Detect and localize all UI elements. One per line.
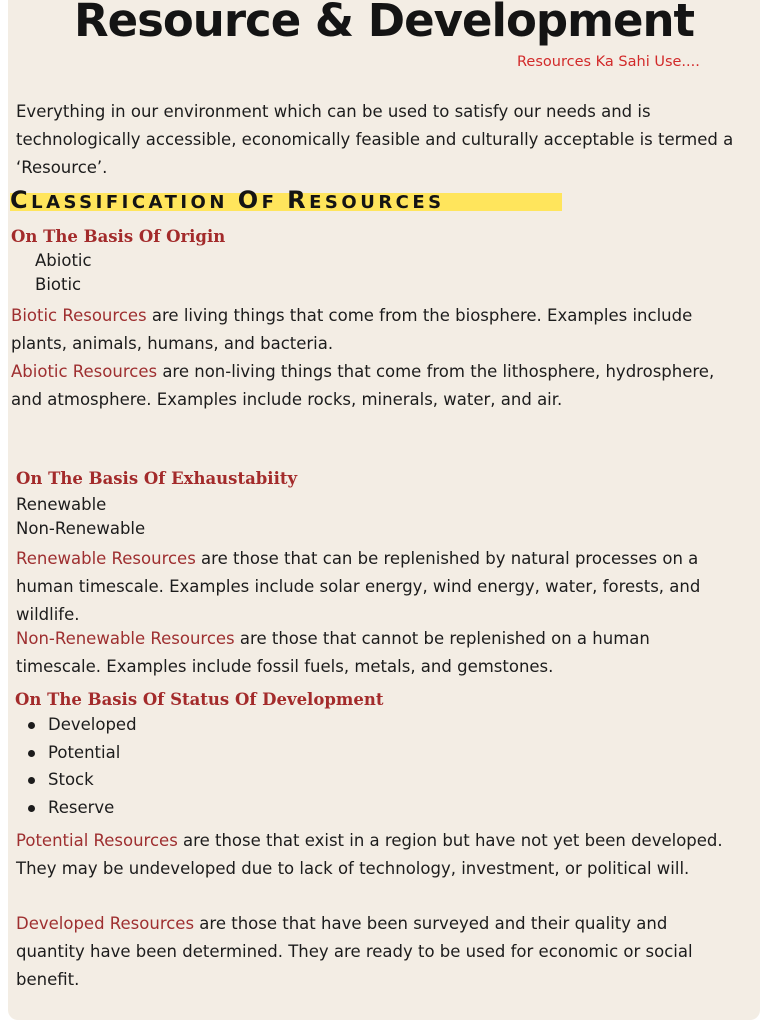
classification-heading-cap-3: R [287,186,310,214]
renewable-term: Renewable Resources [16,549,196,568]
page-tagline: Resources Ka Sahi Use.... [517,54,700,70]
page-title: Resource & Development [73,0,695,47]
development-item-potential: Potential [48,742,121,762]
development-item-reserve: Reserve [48,797,115,817]
potential-text: are those that exist in a region but have not yet been developed. They may be undeveloped due to lack of technology, investment, or political will. [16,831,723,878]
nonrenewable-term: Non-Renewable Resources [16,629,235,648]
origin-item-biotic: Biotic [35,275,82,294]
developed-term: Developed Resources [16,914,195,933]
list-item [24,794,137,822]
renewable-text: are those that can be replenished by natural processes on a human timescale. Examples include solar energy, wind energy, water, forests, and wildlife. [16,549,701,624]
potential-term: Potential Resources [16,831,178,850]
renewable-paragraph [16,545,738,628]
classification-heading-cap-2: O [237,186,262,214]
classification-heading-cap-1: C [10,186,32,214]
exhaustibility-item-nonrenewable: Non-Renewable [16,519,146,538]
development-heading: On The Basis Of Status Of Development [15,690,384,709]
biotic-paragraph [11,302,746,358]
developed-text: are those that have been surveyed and their quality and quantity have been determined. They are ready to be used for economic or social benefit. [16,914,693,989]
development-item-developed: Developed [48,715,137,734]
origin-heading: On The Basis Of Origin [11,227,226,246]
bullet-icon [28,722,35,729]
exhaustibility-heading: On The Basis Of Exhaustabiity [16,469,298,488]
list-item [24,739,137,767]
nonrenewable-paragraph [16,625,738,681]
classification-heading-small-1: LASSIFICATION [31,192,238,213]
abiotic-text: are non-living things that come from the lithosphere, hydrosphere, and atmosphere. Examples include rocks, minerals, water, and air. [11,362,715,409]
potential-paragraph [16,827,738,883]
classification-heading [10,186,445,214]
exhaustibility-item-renewable: Renewable [16,495,107,514]
developed-paragraph [16,910,738,993]
origin-item-abiotic: Abiotic [35,251,92,270]
development-list [24,711,137,821]
classification-heading-small-3: ESOURCES [309,192,445,213]
development-item-stock: Stock [48,770,94,790]
classification-heading-small-2: F [261,192,288,213]
biotic-text: are living things that come from the biosphere. Examples include plants, animals, humans, and bacteria. [11,306,693,353]
abiotic-paragraph [11,358,746,414]
intro-paragraph: Everything in our environment which can be used to satisfy our needs and is technologically accessible, economically feasible and culturally acceptable is termed a ‘Resource’. [16,102,734,177]
bullet-icon [28,750,35,757]
bullet-icon [28,777,35,784]
biotic-term: Biotic Resources [11,306,147,325]
bullet-icon [28,805,35,812]
abiotic-term: Abiotic Resources [11,362,158,381]
list-item [24,766,137,794]
nonrenewable-text: are those that cannot be replenished on a human timescale. Examples include fossil fuels, metals, and gemstones. [16,629,650,676]
list-item [24,711,137,739]
